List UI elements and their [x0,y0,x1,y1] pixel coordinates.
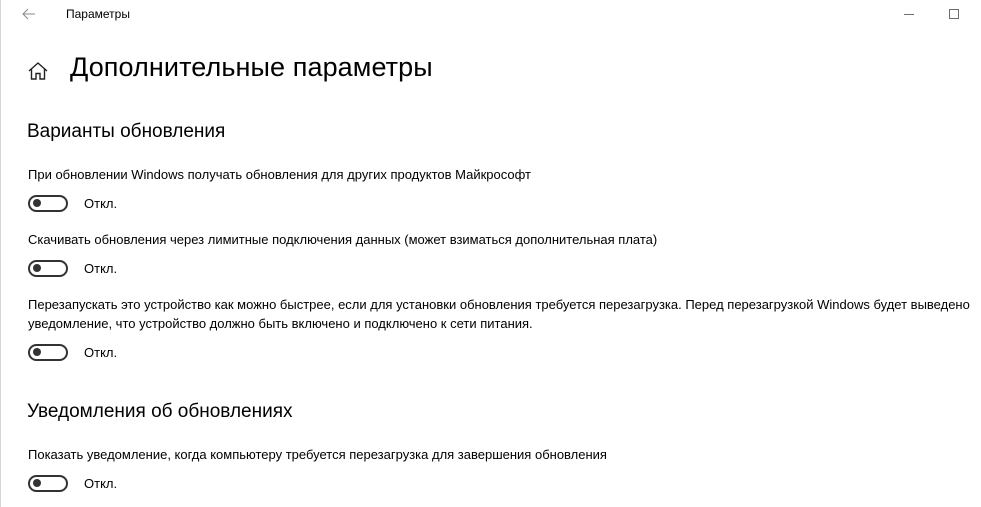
toggle-restart-notification[interactable] [28,475,68,492]
setting-description-other-products: При обновлении Windows получать обновления для других продуктов Майкрософт [28,167,531,182]
back-arrow-icon [22,8,36,20]
toggle-state-label: Откл. [84,344,118,360]
setting-description-metered-connections: Скачивать обновления через лимитные подключения данных (может взиматься дополнительная плата) [28,232,658,247]
toggle-knob [33,348,41,356]
toggle-state-label: Откл. [84,260,118,276]
maximize-button[interactable] [938,0,970,28]
minimize-icon [903,8,915,20]
section-heading-update-options: Варианты обновления [27,121,226,142]
toggle-state-label: Откл. [84,475,118,491]
toggle-restart-asap[interactable] [28,344,68,361]
setting-description-restart-asap: Перезапускать это устройство как можно быстрее, если для установки обновления требуется перезагрузка. Перед перезагрузкой Windows будет выведено уведомление, что устройство должно быть включено и подключено к сети питания. [28,297,970,331]
setting-description-restart-notification: Показать уведомление, когда компьютеру требуется перезагрузка для завершения обновления [28,447,607,462]
setting-row-metered-connections [28,257,117,279]
back-button[interactable] [14,0,44,28]
toggle-knob [33,264,41,272]
window-title: Параметры [66,7,130,21]
title-bar [0,0,981,30]
window-left-border [0,0,1,507]
setting-row-restart-asap [28,341,117,363]
page-title: Дополнительные параметры [70,52,433,82]
toggle-knob [33,479,41,487]
section-heading-update-notifications: Уведомления об обновлениях [27,401,293,422]
toggle-state-label: Откл. [84,195,118,211]
maximize-icon [948,8,960,20]
toggle-knob [33,199,41,207]
toggle-metered-connections[interactable] [28,260,68,277]
setting-row-restart-notification [28,472,117,494]
setting-row-other-products [28,192,117,214]
home-icon [27,60,49,82]
minimize-button[interactable] [893,0,925,28]
home-button[interactable] [27,60,49,82]
toggle-other-products[interactable] [28,195,68,212]
